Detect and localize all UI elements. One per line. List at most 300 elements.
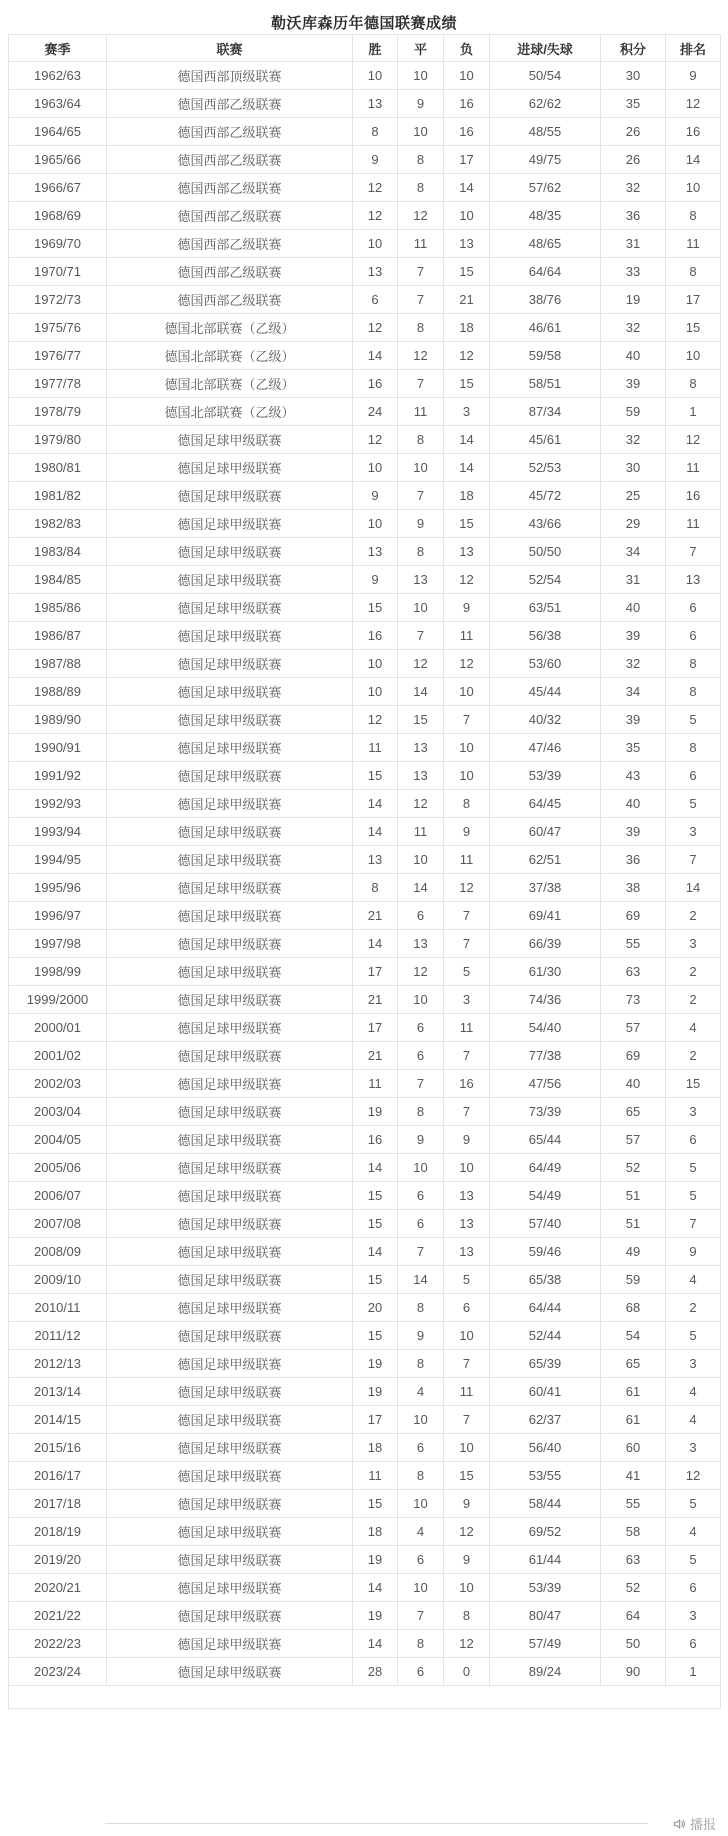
cell-draws: 8 [398,1350,444,1378]
cell-goals: 50/50 [490,538,601,566]
cell-league: 德国足球甲级联赛 [107,846,353,874]
cell-rank: 8 [666,650,721,678]
cell-league: 德国足球甲级联赛 [107,426,353,454]
cell-losses: 7 [444,1042,490,1070]
table-row [9,1322,721,1350]
cell-rank: 13 [666,566,721,594]
cell-points: 31 [601,230,666,258]
cell-draws: 13 [398,762,444,790]
cell-rank: 6 [666,594,721,622]
table-row [9,1266,721,1294]
cell-losses: 10 [444,1322,490,1350]
cell-season: 1963/64 [9,90,107,118]
cell-goals: 57/62 [490,174,601,202]
cell-losses: 10 [444,1154,490,1182]
cell-losses: 6 [444,1294,490,1322]
cell-points: 49 [601,1238,666,1266]
cell-league: 德国西部乙级联赛 [107,118,353,146]
cell-losses: 7 [444,706,490,734]
cell-points: 26 [601,118,666,146]
cell-wins: 14 [353,1238,398,1266]
cell-wins: 14 [353,930,398,958]
cell-wins: 14 [353,342,398,370]
cell-draws: 4 [398,1518,444,1546]
cell-wins: 19 [353,1098,398,1126]
cell-points: 41 [601,1462,666,1490]
cell-points: 32 [601,174,666,202]
cell-goals: 62/51 [490,846,601,874]
cell-points: 32 [601,650,666,678]
cell-wins: 12 [353,314,398,342]
cell-wins: 12 [353,426,398,454]
cell-rank: 10 [666,342,721,370]
cell-points: 63 [601,958,666,986]
cell-season: 1969/70 [9,230,107,258]
table-row [9,1294,721,1322]
cell-season: 2000/01 [9,1014,107,1042]
cell-rank: 17 [666,286,721,314]
cell-season: 2016/17 [9,1462,107,1490]
table-row [9,1070,721,1098]
cell-points: 65 [601,1098,666,1126]
table-row [9,706,721,734]
cell-league: 德国西部乙级联赛 [107,90,353,118]
cell-league: 德国足球甲级联赛 [107,1630,353,1658]
cell-rank: 16 [666,118,721,146]
cell-goals: 56/38 [490,622,601,650]
cell-losses: 12 [444,1630,490,1658]
cell-league: 德国足球甲级联赛 [107,874,353,902]
cell-league: 德国北部联赛（乙级） [107,370,353,398]
cell-rank: 4 [666,1406,721,1434]
cell-wins: 10 [353,650,398,678]
cell-wins: 15 [353,1266,398,1294]
cell-points: 54 [601,1322,666,1350]
cell-points: 35 [601,734,666,762]
cell-rank: 3 [666,1434,721,1462]
table-row [9,510,721,538]
cell-wins: 19 [353,1546,398,1574]
cell-draws: 7 [398,482,444,510]
cell-points: 52 [601,1574,666,1602]
speaker-icon [672,1817,686,1831]
cell-wins: 14 [353,1574,398,1602]
cell-league: 德国足球甲级联赛 [107,1098,353,1126]
table-row [9,1462,721,1490]
table-row [9,1154,721,1182]
cell-rank: 9 [666,62,721,90]
cell-season: 2020/21 [9,1574,107,1602]
cell-season: 2002/03 [9,1070,107,1098]
cell-losses: 15 [444,1462,490,1490]
cell-goals: 65/39 [490,1350,601,1378]
table-row [9,258,721,286]
cell-rank: 7 [666,846,721,874]
cell-losses: 3 [444,398,490,426]
cell-goals: 50/54 [490,62,601,90]
cell-season: 1997/98 [9,930,107,958]
cell-league: 德国足球甲级联赛 [107,1322,353,1350]
cell-wins: 19 [353,1378,398,1406]
cell-goals: 61/30 [490,958,601,986]
cell-season: 2023/24 [9,1658,107,1686]
cell-goals: 37/38 [490,874,601,902]
cell-points: 19 [601,286,666,314]
cell-draws: 7 [398,258,444,286]
cell-season: 1991/92 [9,762,107,790]
cell-rank: 12 [666,90,721,118]
cell-points: 36 [601,846,666,874]
cell-rank: 8 [666,258,721,286]
cell-losses: 12 [444,1518,490,1546]
table-row [9,594,721,622]
cell-points: 29 [601,510,666,538]
cell-season: 1992/93 [9,790,107,818]
cell-losses: 10 [444,62,490,90]
cell-league: 德国北部联赛（乙级） [107,314,353,342]
cell-points: 55 [601,1490,666,1518]
cell-rank: 3 [666,930,721,958]
cell-season: 1983/84 [9,538,107,566]
cell-rank: 3 [666,1350,721,1378]
cell-rank: 4 [666,1378,721,1406]
cell-points: 39 [601,622,666,650]
cell-losses: 11 [444,622,490,650]
cell-wins: 9 [353,566,398,594]
table-row [9,482,721,510]
cell-points: 26 [601,146,666,174]
cell-goals: 58/51 [490,370,601,398]
cell-goals: 56/40 [490,1434,601,1462]
cell-league: 德国北部联赛（乙级） [107,342,353,370]
cell-season: 1962/63 [9,62,107,90]
cell-rank: 2 [666,1042,721,1070]
cell-season: 1990/91 [9,734,107,762]
cell-goals: 52/53 [490,454,601,482]
cell-season: 2012/13 [9,1350,107,1378]
cell-points: 25 [601,482,666,510]
table-footer-spacer [9,1686,721,1709]
cell-wins: 8 [353,874,398,902]
cell-rank: 6 [666,1126,721,1154]
cell-losses: 18 [444,314,490,342]
cell-goals: 69/52 [490,1518,601,1546]
col-header-goals: 进球/失球 [490,35,601,62]
cell-league: 德国足球甲级联赛 [107,1126,353,1154]
cell-draws: 15 [398,706,444,734]
cell-rank: 6 [666,622,721,650]
cell-wins: 13 [353,90,398,118]
table-row [9,958,721,986]
cell-points: 36 [601,202,666,230]
cell-league: 德国足球甲级联赛 [107,1378,353,1406]
cell-points: 51 [601,1182,666,1210]
cell-league: 德国足球甲级联赛 [107,454,353,482]
cell-rank: 8 [666,370,721,398]
cell-losses: 8 [444,1602,490,1630]
table-row [9,426,721,454]
cell-goals: 87/34 [490,398,601,426]
cell-league: 德国足球甲级联赛 [107,1406,353,1434]
table-row [9,762,721,790]
cell-points: 50 [601,1630,666,1658]
cell-league: 德国足球甲级联赛 [107,706,353,734]
table-row [9,90,721,118]
cell-wins: 6 [353,286,398,314]
cell-wins: 24 [353,398,398,426]
table-row [9,370,721,398]
cell-season: 1995/96 [9,874,107,902]
cell-draws: 10 [398,118,444,146]
cell-wins: 17 [353,1014,398,1042]
cell-draws: 12 [398,342,444,370]
cell-league: 德国足球甲级联赛 [107,930,353,958]
table-row [9,62,721,90]
cell-losses: 5 [444,958,490,986]
cell-losses: 13 [444,538,490,566]
cell-draws: 6 [398,1042,444,1070]
table-row [9,1602,721,1630]
cell-season: 1979/80 [9,426,107,454]
cell-season: 1989/90 [9,706,107,734]
cell-losses: 12 [444,342,490,370]
cell-league: 德国足球甲级联赛 [107,1574,353,1602]
cell-rank: 10 [666,174,721,202]
cell-season: 2005/06 [9,1154,107,1182]
cell-league: 德国足球甲级联赛 [107,622,353,650]
cell-league: 德国足球甲级联赛 [107,1602,353,1630]
col-header-league: 联赛 [107,35,353,62]
table-row [9,1350,721,1378]
cell-season: 2019/20 [9,1546,107,1574]
cell-draws: 12 [398,790,444,818]
broadcast-button[interactable] [672,1814,716,1833]
cell-goals: 60/41 [490,1378,601,1406]
cell-points: 43 [601,762,666,790]
table-row [9,174,721,202]
cell-wins: 16 [353,370,398,398]
cell-goals: 49/75 [490,146,601,174]
cell-league: 德国足球甲级联赛 [107,1658,353,1686]
cell-draws: 6 [398,1210,444,1238]
cell-goals: 57/49 [490,1630,601,1658]
cell-league: 德国足球甲级联赛 [107,818,353,846]
cell-losses: 9 [444,1126,490,1154]
cell-goals: 74/36 [490,986,601,1014]
cell-points: 73 [601,986,666,1014]
cell-goals: 66/39 [490,930,601,958]
table-row [9,1630,721,1658]
cell-losses: 21 [444,286,490,314]
cell-rank: 4 [666,1014,721,1042]
cell-draws: 10 [398,62,444,90]
cell-wins: 9 [353,482,398,510]
cell-points: 30 [601,454,666,482]
cell-wins: 13 [353,538,398,566]
cell-wins: 11 [353,1070,398,1098]
table-row [9,678,721,706]
cell-draws: 8 [398,538,444,566]
cell-draws: 12 [398,202,444,230]
cell-goals: 64/49 [490,1154,601,1182]
cell-season: 2021/22 [9,1602,107,1630]
cell-goals: 58/44 [490,1490,601,1518]
cell-draws: 8 [398,174,444,202]
cell-points: 60 [601,1434,666,1462]
cell-points: 69 [601,902,666,930]
footer-bar [0,1814,728,1833]
cell-goals: 46/61 [490,314,601,342]
cell-points: 31 [601,566,666,594]
cell-points: 52 [601,1154,666,1182]
cell-rank: 16 [666,482,721,510]
cell-points: 38 [601,874,666,902]
cell-losses: 10 [444,1574,490,1602]
cell-draws: 8 [398,1462,444,1490]
cell-draws: 8 [398,1098,444,1126]
cell-goals: 64/45 [490,790,601,818]
table-row [9,1098,721,1126]
cell-wins: 14 [353,818,398,846]
cell-wins: 13 [353,846,398,874]
cell-points: 39 [601,818,666,846]
cell-points: 57 [601,1014,666,1042]
table-row [9,1182,721,1210]
cell-season: 1965/66 [9,146,107,174]
cell-losses: 14 [444,174,490,202]
cell-losses: 0 [444,1658,490,1686]
cell-draws: 14 [398,874,444,902]
table-row [9,398,721,426]
cell-wins: 10 [353,678,398,706]
cell-points: 69 [601,1042,666,1070]
cell-draws: 11 [398,818,444,846]
cell-rank: 7 [666,1210,721,1238]
cell-league: 德国北部联赛（乙级） [107,398,353,426]
cell-season: 2009/10 [9,1266,107,1294]
cell-league: 德国足球甲级联赛 [107,1294,353,1322]
cell-season: 1985/86 [9,594,107,622]
cell-league: 德国足球甲级联赛 [107,1462,353,1490]
cell-points: 39 [601,370,666,398]
cell-goals: 65/44 [490,1126,601,1154]
table-row [9,538,721,566]
cell-season: 1970/71 [9,258,107,286]
cell-losses: 10 [444,202,490,230]
cell-losses: 7 [444,902,490,930]
cell-season: 1998/99 [9,958,107,986]
table-row [9,146,721,174]
cell-losses: 11 [444,1378,490,1406]
cell-league: 德国西部乙级联赛 [107,174,353,202]
cell-draws: 13 [398,734,444,762]
cell-league: 德国足球甲级联赛 [107,1070,353,1098]
cell-league: 德国足球甲级联赛 [107,902,353,930]
cell-league: 德国足球甲级联赛 [107,1154,353,1182]
cell-draws: 9 [398,90,444,118]
cell-league: 德国西部顶级联赛 [107,62,353,90]
cell-losses: 9 [444,594,490,622]
table-header-row [9,35,721,62]
cell-points: 57 [601,1126,666,1154]
cell-losses: 7 [444,1406,490,1434]
cell-goals: 54/49 [490,1182,601,1210]
cell-draws: 6 [398,1434,444,1462]
table-row [9,118,721,146]
cell-points: 40 [601,1070,666,1098]
table-row [9,846,721,874]
cell-league: 德国足球甲级联赛 [107,1546,353,1574]
cell-goals: 65/38 [490,1266,601,1294]
cell-draws: 7 [398,286,444,314]
cell-season: 1993/94 [9,818,107,846]
cell-goals: 52/54 [490,566,601,594]
cell-goals: 43/66 [490,510,601,538]
cell-league: 德国足球甲级联赛 [107,1350,353,1378]
cell-goals: 54/40 [490,1014,601,1042]
cell-wins: 15 [353,1322,398,1350]
cell-points: 59 [601,1266,666,1294]
table-row [9,1238,721,1266]
cell-rank: 5 [666,1182,721,1210]
cell-wins: 28 [353,1658,398,1686]
table-row [9,202,721,230]
cell-draws: 10 [398,1490,444,1518]
cell-losses: 7 [444,930,490,958]
cell-points: 30 [601,62,666,90]
cell-rank: 1 [666,1658,721,1686]
cell-season: 2015/16 [9,1434,107,1462]
table-row [9,1518,721,1546]
cell-goals: 45/61 [490,426,601,454]
cell-draws: 8 [398,314,444,342]
cell-draws: 7 [398,370,444,398]
cell-rank: 5 [666,1546,721,1574]
cell-losses: 9 [444,1490,490,1518]
cell-losses: 10 [444,678,490,706]
cell-rank: 2 [666,1294,721,1322]
cell-rank: 5 [666,706,721,734]
cell-league: 德国足球甲级联赛 [107,1490,353,1518]
cell-draws: 6 [398,1546,444,1574]
cell-goals: 52/44 [490,1322,601,1350]
cell-points: 40 [601,342,666,370]
cell-rank: 6 [666,1630,721,1658]
cell-rank: 3 [666,1602,721,1630]
cell-season: 2017/18 [9,1490,107,1518]
col-header-rank: 排名 [666,35,721,62]
cell-draws: 9 [398,1126,444,1154]
cell-draws: 10 [398,454,444,482]
cell-losses: 10 [444,762,490,790]
cell-wins: 14 [353,1630,398,1658]
cell-losses: 10 [444,1434,490,1462]
cell-season: 1968/69 [9,202,107,230]
cell-goals: 61/44 [490,1546,601,1574]
table-row [9,230,721,258]
cell-league: 德国西部乙级联赛 [107,202,353,230]
cell-rank: 4 [666,1266,721,1294]
cell-league: 德国足球甲级联赛 [107,538,353,566]
cell-rank: 5 [666,1154,721,1182]
cell-wins: 9 [353,146,398,174]
cell-losses: 15 [444,258,490,286]
cell-losses: 16 [444,118,490,146]
table-row [9,874,721,902]
cell-wins: 19 [353,1602,398,1630]
cell-draws: 9 [398,510,444,538]
table-row [9,734,721,762]
